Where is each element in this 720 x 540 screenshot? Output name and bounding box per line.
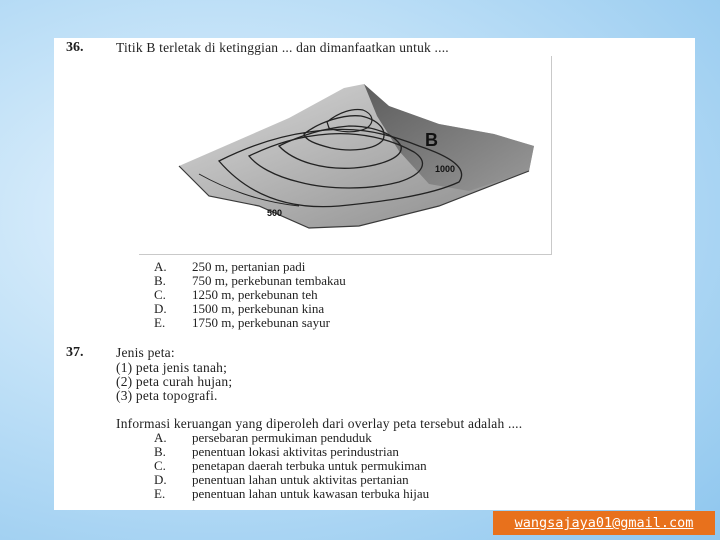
option-letter: C.	[154, 287, 166, 302]
q37-list-item: (1) peta jenis tanah;	[116, 360, 228, 375]
question-37-number: 37.	[66, 345, 84, 360]
q37-option-e	[154, 486, 429, 502]
contour-1000-label: 1000	[435, 164, 456, 174]
option-letter: E.	[154, 486, 166, 501]
contour-500-label: 500	[267, 208, 283, 218]
option-letter: A.	[154, 259, 167, 274]
option-letter: B.	[154, 444, 166, 459]
option-text: 1500 m, perkebunan kina	[192, 301, 325, 316]
option-text: 1750 m, perkebunan sayur	[192, 315, 330, 330]
option-letter: D.	[154, 472, 167, 487]
option-text: 750 m, perkebunan tembakau	[192, 273, 346, 288]
option-letter: B.	[154, 273, 166, 288]
option-text: persebaran permukiman penduduk	[192, 430, 372, 445]
mountain-contour-illustration	[139, 56, 551, 254]
option-text: penetapan daerah terbuka untuk permukiman	[192, 458, 427, 473]
q37-list-item: (2) peta curah hujan;	[116, 374, 233, 389]
option-letter: A.	[154, 430, 167, 445]
question-36-number: 36.	[66, 40, 84, 55]
question-36-text: Titik B terletak di ketinggian ... dan dimanfaatkan untuk ....	[116, 40, 449, 55]
exam-page	[54, 38, 695, 510]
option-letter: C.	[154, 458, 166, 473]
option-text: penentuan lahan untuk kawasan terbuka hijau	[192, 486, 430, 501]
q37-list-item: (3) peta topografi.	[116, 388, 218, 403]
option-text: penentuan lokasi aktivitas perindustrian	[192, 444, 399, 459]
question-37-text: Informasi keruangan yang diperoleh dari overlay peta tersebut adalah ....	[116, 416, 523, 431]
point-b-label: B	[425, 130, 438, 150]
option-text: 1250 m, perkebunan teh	[192, 287, 318, 302]
option-text: penentuan lahan untuk aktivitas pertanian	[192, 472, 409, 487]
option-text: 250 m, pertanian padi	[192, 259, 306, 274]
author-email-link[interactable]: wangsajaya01@gmail.com	[493, 511, 715, 535]
option-letter: E.	[154, 315, 166, 330]
contour-relief-image	[139, 56, 552, 255]
option-letter: D.	[154, 301, 167, 316]
q36-option-e	[154, 315, 330, 331]
question-37-intro: Jenis peta:	[116, 345, 175, 360]
